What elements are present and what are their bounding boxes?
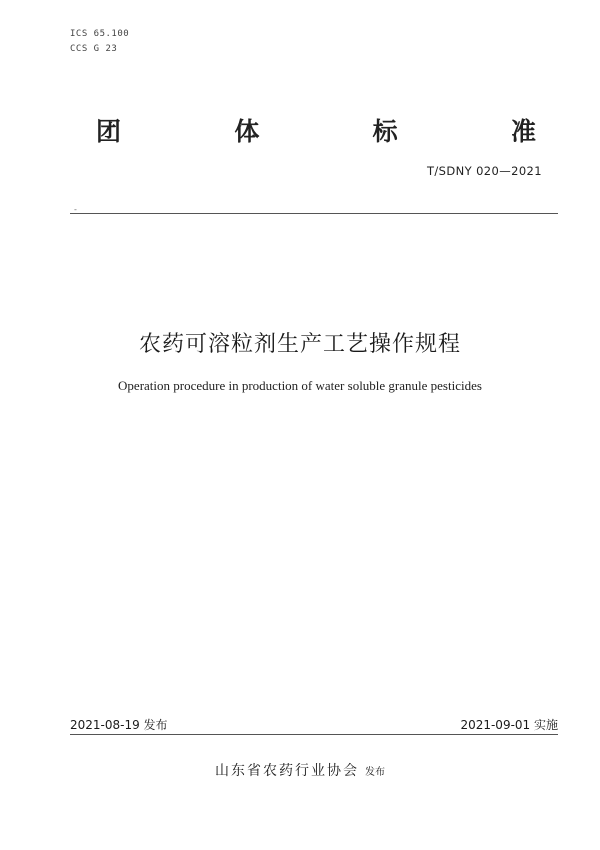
publisher-suffix: 发布: [365, 767, 385, 778]
standard-type-char: 团: [96, 117, 122, 146]
standard-type-heading: [96, 112, 536, 148]
bottom-divider: [70, 734, 558, 735]
document-title-cn: 农药可溶粒剂生产工艺操作规程: [138, 332, 461, 357]
publisher-name: 山东省农药行业协会: [215, 763, 359, 779]
standard-code: T/SDNY 020—2021: [426, 164, 542, 178]
standard-type-char: 准: [510, 117, 536, 146]
ics-code: ICS 65.100: [70, 29, 130, 39]
publisher: [0, 760, 600, 780]
rule-mark: -: [74, 205, 77, 214]
standard-type-char: 体: [234, 117, 260, 146]
standard-type-char: 标: [372, 117, 398, 146]
ccs-code: CCS G 23: [70, 44, 118, 54]
document-title-en: Operation procedure in production of water soluble granule pesticides: [118, 378, 482, 393]
implementation-date: 2021-09-01 实施: [460, 718, 558, 732]
top-divider: [70, 213, 558, 214]
issue-date: 2021-08-19 发布: [70, 718, 168, 732]
